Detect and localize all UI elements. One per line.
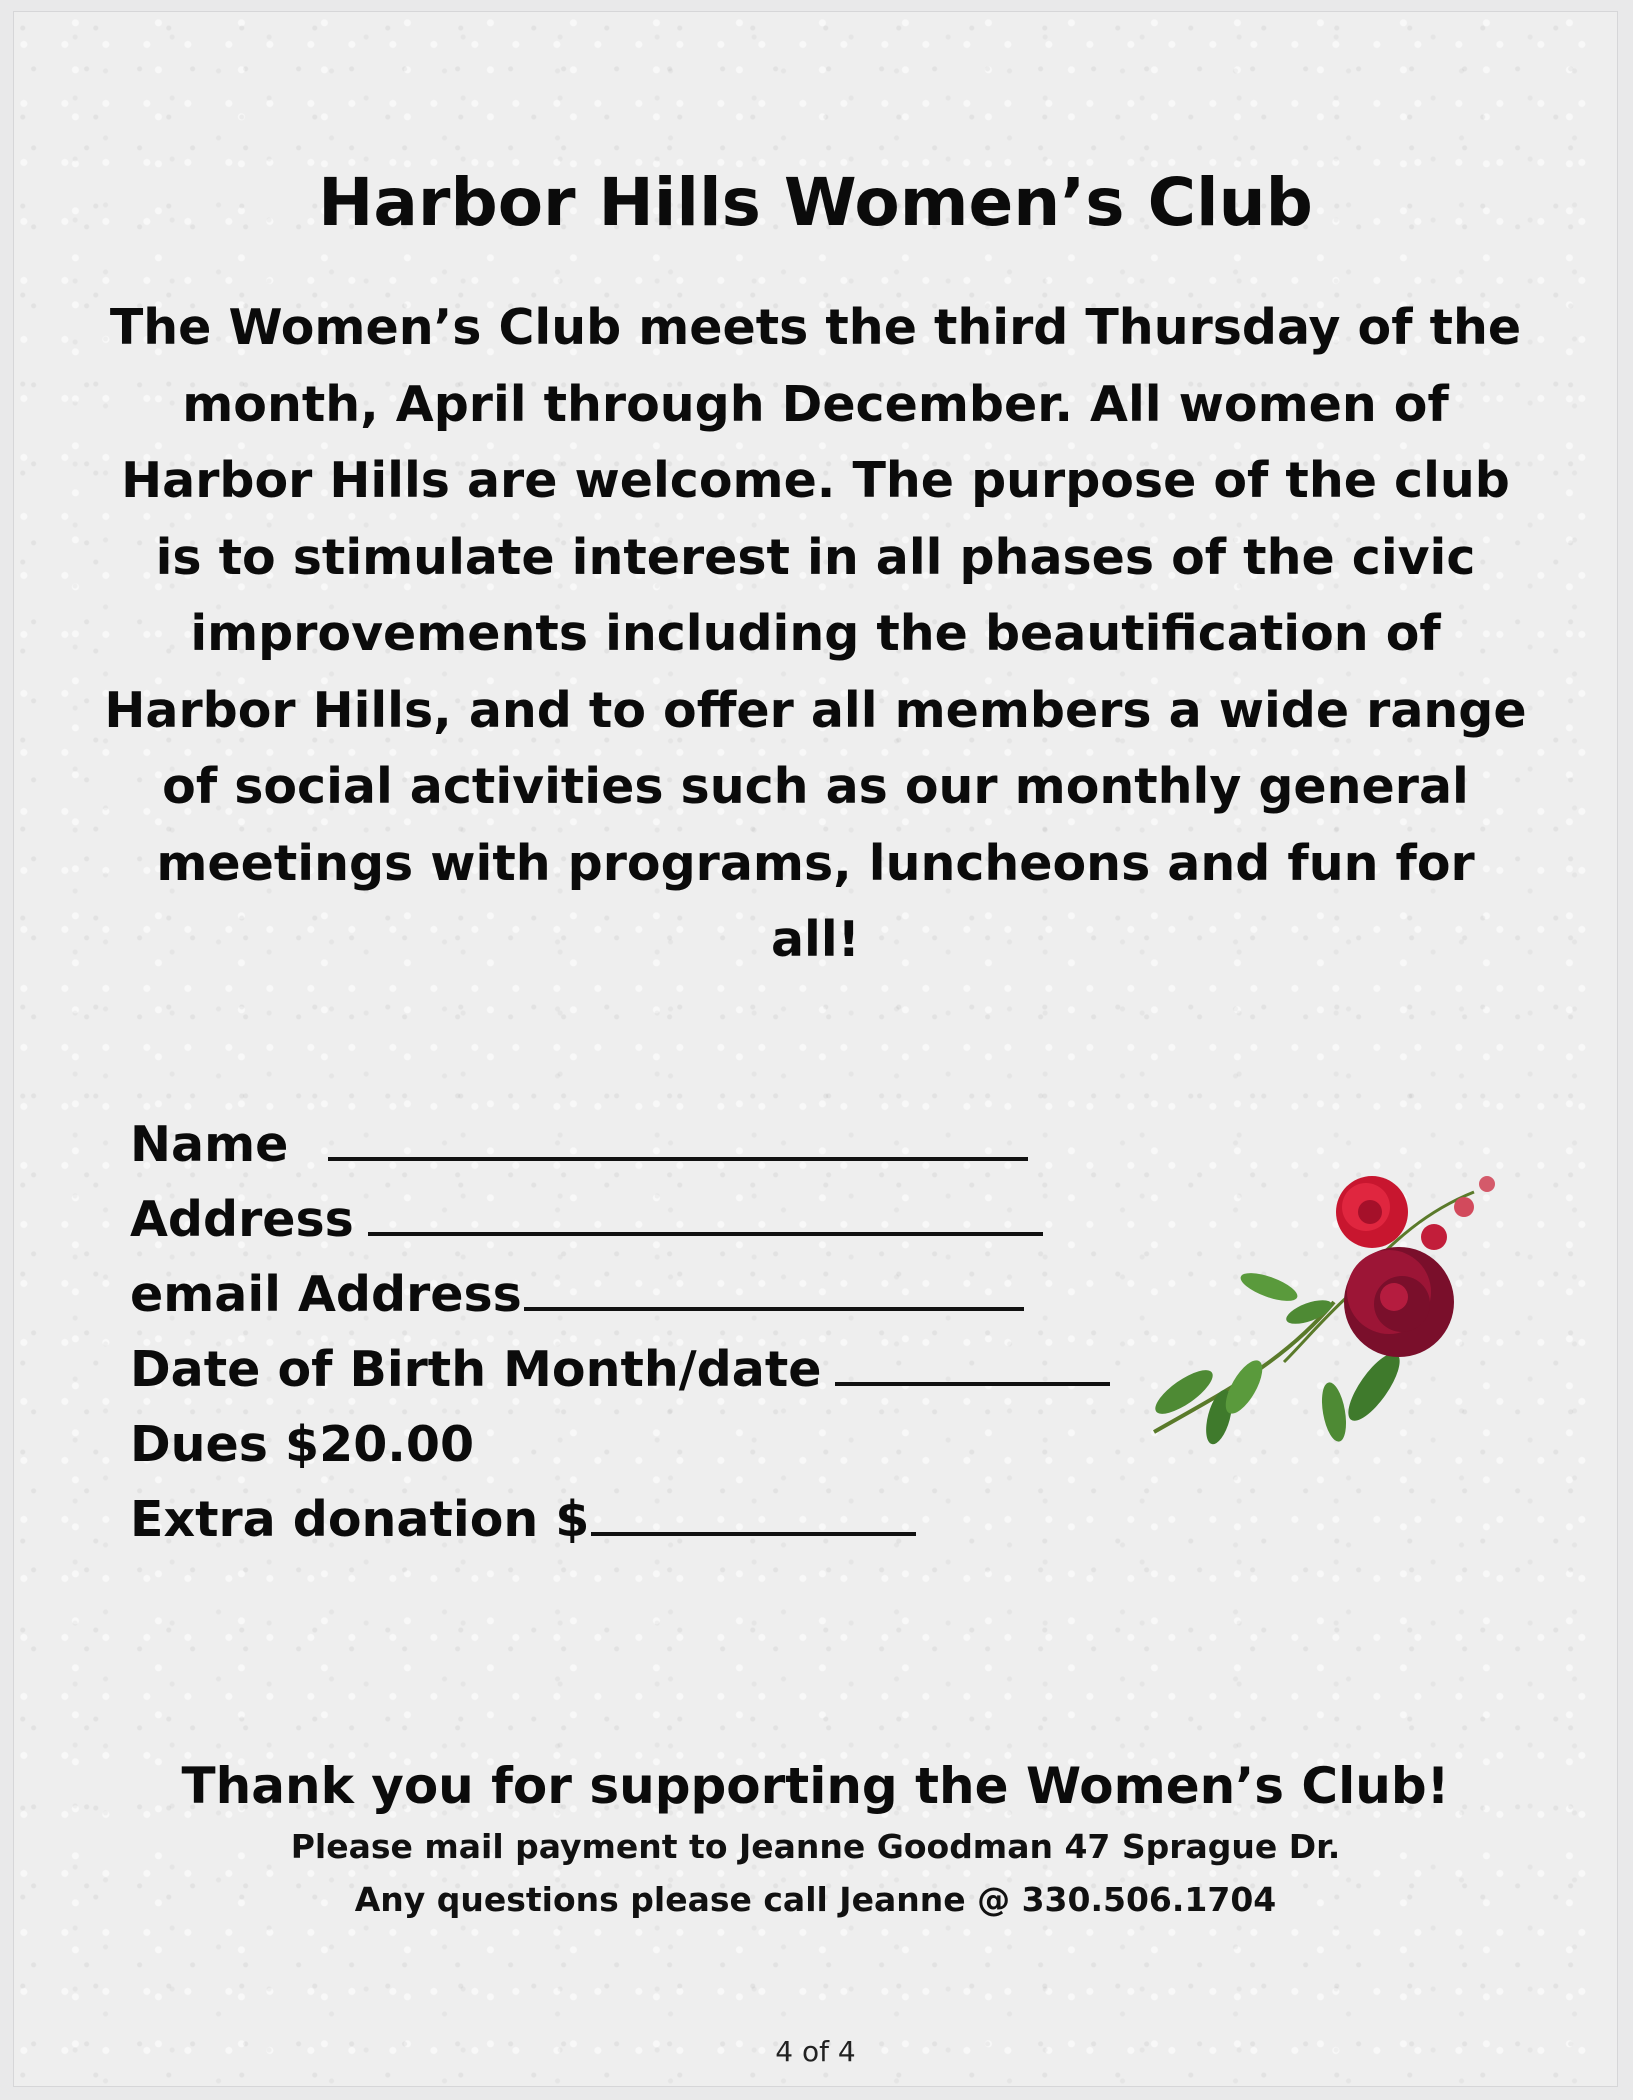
document-page: [14, 12, 1617, 2086]
donation-row: [130, 1482, 1110, 1557]
address-row: [130, 1182, 1110, 1257]
dob-field-line[interactable]: [835, 1342, 1110, 1386]
donation-field-line[interactable]: [591, 1492, 916, 1536]
dob-row: [130, 1332, 1110, 1407]
name-row: [130, 1107, 1110, 1182]
rose-illustration-icon: [1144, 1162, 1514, 1462]
page-indicator: 4 of 4: [775, 2035, 856, 2068]
email-field-line[interactable]: [524, 1267, 1024, 1311]
mail-instructions: Please mail payment to Jeanne Goodman 47 Sprague Dr.: [290, 1827, 1341, 1866]
name-field-line[interactable]: [328, 1117, 1028, 1161]
thank-you-message: Thank you for supporting the Women’s Club!: [181, 1757, 1450, 1815]
email-row: [130, 1257, 1110, 1332]
membership-form: [130, 1107, 1110, 1557]
contact-instructions: Any questions please call Jeanne @ 330.506.1704: [354, 1880, 1277, 1919]
dues-label: Dues $20.00: [130, 1416, 475, 1473]
page-title: Harbor Hills Women’s Club: [318, 164, 1313, 241]
address-field-line[interactable]: [368, 1192, 1043, 1236]
address-label: Address: [130, 1191, 354, 1248]
dues-row: [130, 1407, 1110, 1482]
dob-label: Date of Birth Month/date: [130, 1341, 822, 1398]
donation-label: Extra donation $: [130, 1491, 590, 1548]
intro-paragraph: The Women’s Club meets the third Thursday of the month, April through December. All women of Harbor Hills are welcome. The purpose of the club is to stimulate interest in all phases of the civic improvements including the beautification of Harbor Hills, and to offer all members a wide range of social activities such as our monthly general meetings with programs, luncheons and fun for all!: [104, 299, 1527, 968]
name-label: Name: [130, 1116, 289, 1173]
email-label: email Address: [130, 1266, 522, 1323]
